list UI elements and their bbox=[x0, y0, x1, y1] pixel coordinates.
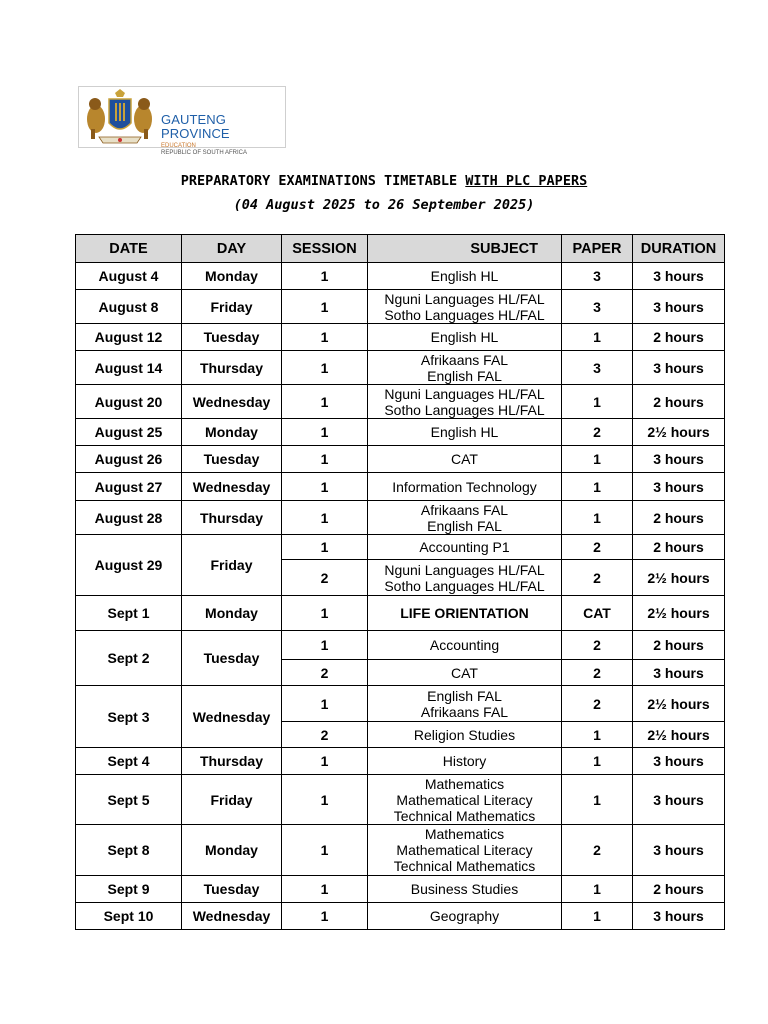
cell-session: 1 bbox=[282, 351, 368, 385]
cell-day: Friday bbox=[182, 775, 282, 825]
cell-subject: History bbox=[368, 748, 562, 775]
logo-title: GAUTENG PROVINCE bbox=[161, 112, 230, 141]
table-row bbox=[76, 263, 725, 290]
cell-session: 1 bbox=[282, 903, 368, 930]
cell-paper: 1 bbox=[562, 501, 633, 535]
cell-subject: Accounting bbox=[368, 631, 562, 660]
cell-paper: 1 bbox=[562, 876, 633, 903]
logo-country: REPUBLIC OF SOUTH AFRICA bbox=[161, 150, 248, 156]
table-row bbox=[76, 446, 725, 473]
cell-paper: 1 bbox=[562, 748, 633, 775]
cell-subject: Nguni Languages HL/FAL Sotho Languages HL/FAL bbox=[368, 560, 562, 596]
cell-duration: 2 hours bbox=[633, 501, 725, 535]
cell-session: 1 bbox=[282, 446, 368, 473]
cell-paper: 1 bbox=[562, 385, 633, 419]
cell-duration: 2 hours bbox=[633, 631, 725, 660]
gauteng-logo bbox=[78, 86, 286, 156]
cell-duration: 3 hours bbox=[633, 263, 725, 290]
table-row bbox=[76, 535, 725, 560]
table-row bbox=[76, 385, 725, 419]
cell-paper: 2 bbox=[562, 660, 633, 686]
cell-paper: CAT bbox=[562, 596, 633, 631]
cell-duration: 3 hours bbox=[633, 351, 725, 385]
cell-paper: 2 bbox=[562, 535, 633, 560]
cell-day: Monday bbox=[182, 825, 282, 876]
cell-paper: 2 bbox=[562, 825, 633, 876]
cell-date: Sept 8 bbox=[76, 825, 182, 876]
cell-paper: 1 bbox=[562, 903, 633, 930]
cell-session: 1 bbox=[282, 419, 368, 446]
cell-subject: English HL bbox=[368, 324, 562, 351]
cell-subject: English HL bbox=[368, 263, 562, 290]
table-row bbox=[76, 290, 725, 324]
cell-date: August 27 bbox=[76, 473, 182, 501]
cell-date: Sept 4 bbox=[76, 748, 182, 775]
cell-date: August 29 bbox=[76, 535, 182, 596]
cell-session: 2 bbox=[282, 560, 368, 596]
cell-paper: 1 bbox=[562, 722, 633, 748]
cell-day: Wednesday bbox=[182, 385, 282, 419]
cell-date: Sept 10 bbox=[76, 903, 182, 930]
table-row bbox=[76, 775, 725, 825]
timetable bbox=[75, 234, 725, 930]
cell-date: August 8 bbox=[76, 290, 182, 324]
cell-day: Monday bbox=[182, 419, 282, 446]
table-row bbox=[76, 825, 725, 876]
cell-duration: 2½ hours bbox=[633, 686, 725, 722]
cell-subject: Religion Studies bbox=[368, 722, 562, 748]
cell-day: Friday bbox=[182, 290, 282, 324]
table-row bbox=[76, 501, 725, 535]
cell-duration: 3 hours bbox=[633, 775, 725, 825]
cell-subject: CAT bbox=[368, 446, 562, 473]
table-row bbox=[76, 631, 725, 660]
cell-duration: 3 hours bbox=[633, 290, 725, 324]
cell-subject: Business Studies bbox=[368, 876, 562, 903]
cell-subject: Nguni Languages HL/FAL Sotho Languages HL/FAL bbox=[368, 290, 562, 324]
cell-subject: LIFE ORIENTATION bbox=[368, 596, 562, 631]
cell-paper: 3 bbox=[562, 290, 633, 324]
header-subject: SUBJECT bbox=[368, 235, 562, 263]
table-row bbox=[76, 596, 725, 631]
cell-session: 1 bbox=[282, 825, 368, 876]
table-row bbox=[76, 686, 725, 722]
cell-session: 1 bbox=[282, 535, 368, 560]
cell-day: Monday bbox=[182, 596, 282, 631]
coat-of-arms-icon bbox=[81, 89, 159, 147]
header-duration: DURATION bbox=[633, 235, 725, 263]
cell-day: Wednesday bbox=[182, 686, 282, 748]
cell-duration: 2½ hours bbox=[633, 560, 725, 596]
cell-subject: Nguni Languages HL/FAL Sotho Languages HL/FAL bbox=[368, 385, 562, 419]
cell-date: August 14 bbox=[76, 351, 182, 385]
cell-duration: 3 hours bbox=[633, 446, 725, 473]
cell-session: 1 bbox=[282, 501, 368, 535]
table-row bbox=[76, 903, 725, 930]
cell-session: 1 bbox=[282, 876, 368, 903]
cell-date: Sept 1 bbox=[76, 596, 182, 631]
cell-day: Thursday bbox=[182, 351, 282, 385]
cell-session: 2 bbox=[282, 722, 368, 748]
cell-duration: 3 hours bbox=[633, 903, 725, 930]
cell-duration: 2½ hours bbox=[633, 722, 725, 748]
cell-duration: 3 hours bbox=[633, 825, 725, 876]
cell-paper: 3 bbox=[562, 351, 633, 385]
header-date: DATE bbox=[76, 235, 182, 263]
cell-paper: 1 bbox=[562, 324, 633, 351]
header-day: DAY bbox=[182, 235, 282, 263]
cell-session: 1 bbox=[282, 596, 368, 631]
cell-duration: 2 hours bbox=[633, 876, 725, 903]
table-row bbox=[76, 473, 725, 501]
cell-paper: 2 bbox=[562, 560, 633, 596]
table-row bbox=[76, 748, 725, 775]
cell-subject: Afrikaans FAL English FAL bbox=[368, 501, 562, 535]
cell-session: 2 bbox=[282, 660, 368, 686]
table-header-row bbox=[76, 235, 725, 263]
logo-department: EDUCATION bbox=[161, 143, 196, 149]
header-paper: PAPER bbox=[562, 235, 633, 263]
cell-subject: English FAL Afrikaans FAL bbox=[368, 686, 562, 722]
page-title bbox=[0, 173, 768, 189]
title-underlined: WITH PLC PAPERS bbox=[465, 173, 588, 189]
cell-session: 1 bbox=[282, 775, 368, 825]
cell-date: Sept 5 bbox=[76, 775, 182, 825]
cell-day: Thursday bbox=[182, 748, 282, 775]
cell-subject: Mathematics Mathematical Literacy Technical Mathematics bbox=[368, 775, 562, 825]
cell-duration: 3 hours bbox=[633, 748, 725, 775]
cell-date: August 12 bbox=[76, 324, 182, 351]
cell-day: Wednesday bbox=[182, 903, 282, 930]
cell-subject: Mathematics Mathematical Literacy Technical Mathematics bbox=[368, 825, 562, 876]
cell-session: 1 bbox=[282, 290, 368, 324]
cell-date: August 26 bbox=[76, 446, 182, 473]
cell-date: Sept 3 bbox=[76, 686, 182, 748]
cell-duration: 2 hours bbox=[633, 385, 725, 419]
table-row bbox=[76, 324, 725, 351]
cell-subject: CAT bbox=[368, 660, 562, 686]
cell-date: August 25 bbox=[76, 419, 182, 446]
cell-paper: 2 bbox=[562, 419, 633, 446]
cell-subject: English HL bbox=[368, 419, 562, 446]
timetable-body bbox=[76, 263, 725, 930]
cell-duration: 2 hours bbox=[633, 324, 725, 351]
cell-day: Tuesday bbox=[182, 324, 282, 351]
cell-paper: 1 bbox=[562, 775, 633, 825]
cell-session: 1 bbox=[282, 385, 368, 419]
cell-session: 1 bbox=[282, 686, 368, 722]
cell-paper: 2 bbox=[562, 631, 633, 660]
cell-session: 1 bbox=[282, 473, 368, 501]
cell-day: Tuesday bbox=[182, 631, 282, 686]
cell-day: Wednesday bbox=[182, 473, 282, 501]
cell-day: Friday bbox=[182, 535, 282, 596]
cell-session: 1 bbox=[282, 748, 368, 775]
cell-subject: Geography bbox=[368, 903, 562, 930]
header-session: SESSION bbox=[282, 235, 368, 263]
cell-session: 1 bbox=[282, 263, 368, 290]
cell-paper: 2 bbox=[562, 686, 633, 722]
cell-subject: Accounting P1 bbox=[368, 535, 562, 560]
cell-date: Sept 2 bbox=[76, 631, 182, 686]
cell-date: August 28 bbox=[76, 501, 182, 535]
cell-subject: Afrikaans FAL English FAL bbox=[368, 351, 562, 385]
cell-day: Tuesday bbox=[182, 876, 282, 903]
cell-date: August 4 bbox=[76, 263, 182, 290]
cell-duration: 2½ hours bbox=[633, 419, 725, 446]
cell-duration: 2½ hours bbox=[633, 596, 725, 631]
cell-paper: 1 bbox=[562, 473, 633, 501]
cell-paper: 1 bbox=[562, 446, 633, 473]
cell-subject: Information Technology bbox=[368, 473, 562, 501]
cell-day: Thursday bbox=[182, 501, 282, 535]
page-subtitle: (04 August 2025 to 26 September 2025) bbox=[233, 197, 535, 213]
cell-duration: 3 hours bbox=[633, 660, 725, 686]
cell-day: Tuesday bbox=[182, 446, 282, 473]
cell-session: 1 bbox=[282, 631, 368, 660]
title-prefix: PREPARATORY EXAMINATIONS TIMETABLE bbox=[180, 173, 466, 189]
cell-date: Sept 9 bbox=[76, 876, 182, 903]
cell-duration: 3 hours bbox=[633, 473, 725, 501]
cell-duration: 2 hours bbox=[633, 535, 725, 560]
table-row bbox=[76, 351, 725, 385]
cell-session: 1 bbox=[282, 324, 368, 351]
cell-day: Monday bbox=[182, 263, 282, 290]
table-row bbox=[76, 419, 725, 446]
cell-date: August 20 bbox=[76, 385, 182, 419]
table-row bbox=[76, 876, 725, 903]
cell-paper: 3 bbox=[562, 263, 633, 290]
